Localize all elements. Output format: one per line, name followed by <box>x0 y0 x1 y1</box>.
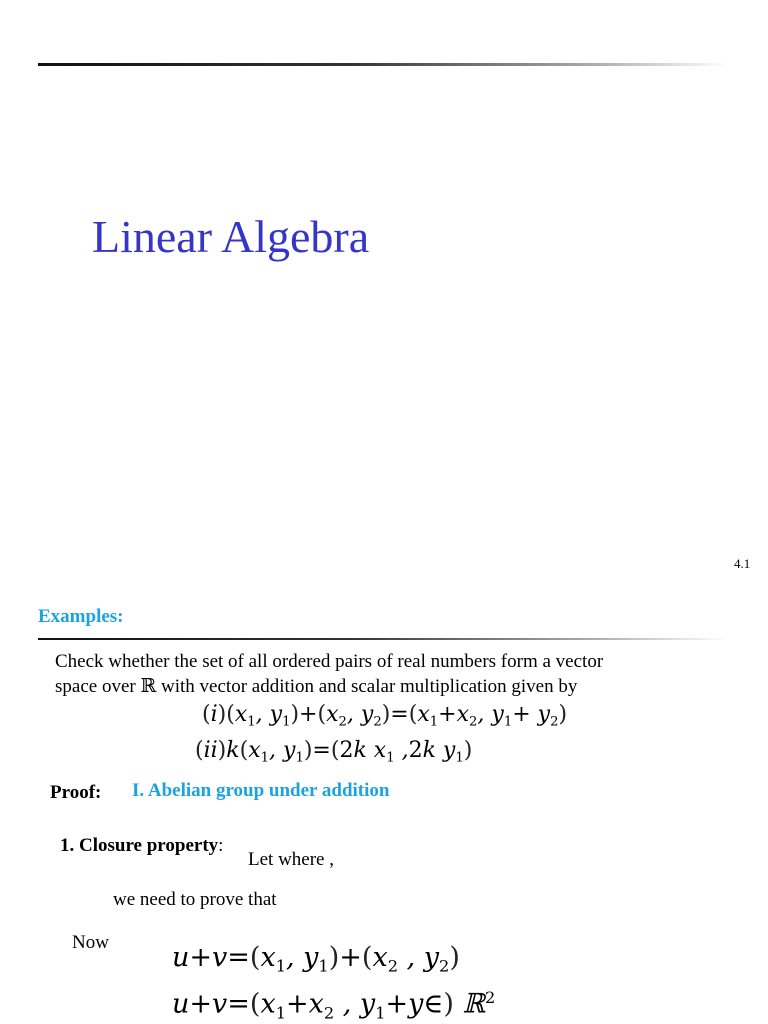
problem-line-2-suffix: with vector addition and scalar multiplication given by <box>156 676 578 697</box>
closure-colon: : <box>218 835 224 856</box>
proof-label: Proof: <box>50 782 102 803</box>
sum-definition-equation: $u+v=(x_1$, $y_1)+(x_2$ , $y_2$) <box>172 942 460 976</box>
top-divider <box>38 63 728 66</box>
eq1-label: i <box>210 702 218 727</box>
problem-line-2-prefix: space over <box>55 676 141 697</box>
sum-result-equation: $u+v=(x_1+x_2$ , $y_1+y\in$) ℝ$^2$ <box>172 988 496 1023</box>
vector-addition-equation: $(i)(x_1$, $y_1)+(x_2$, $y_2)=(x_1+x_2$, $y_1+ y_2$) <box>202 702 568 730</box>
closure-property <box>60 835 223 857</box>
slide-number: 4.1 <box>734 556 751 571</box>
problem-line-1: Check whether the set of all ordered pairs of real numbers form a vector <box>55 651 604 672</box>
closure-label: 1. Closure property <box>60 835 219 856</box>
let-where-text: Let where , <box>248 849 334 870</box>
examples-divider <box>38 638 728 640</box>
eq2-label: ii <box>203 738 218 763</box>
section-title: I. Abelian group under addition <box>132 780 390 801</box>
scalar-multiplication-equation: $(ii)k(x_1$, $y_1)=(2k$ $x_1$ ,2k $y_1$) <box>195 738 473 766</box>
real-field-symbol: ℝ <box>140 676 157 697</box>
r-squared-exponent: 2 <box>484 988 496 1007</box>
now-label: Now <box>72 932 109 953</box>
need-to-prove-text: we need to prove that <box>113 889 277 910</box>
examples-heading: Examples: <box>38 606 124 627</box>
slide-title: Linear Algebra <box>92 211 370 262</box>
r-squared-symbol: ℝ <box>462 988 485 1020</box>
problem-statement <box>55 649 735 699</box>
